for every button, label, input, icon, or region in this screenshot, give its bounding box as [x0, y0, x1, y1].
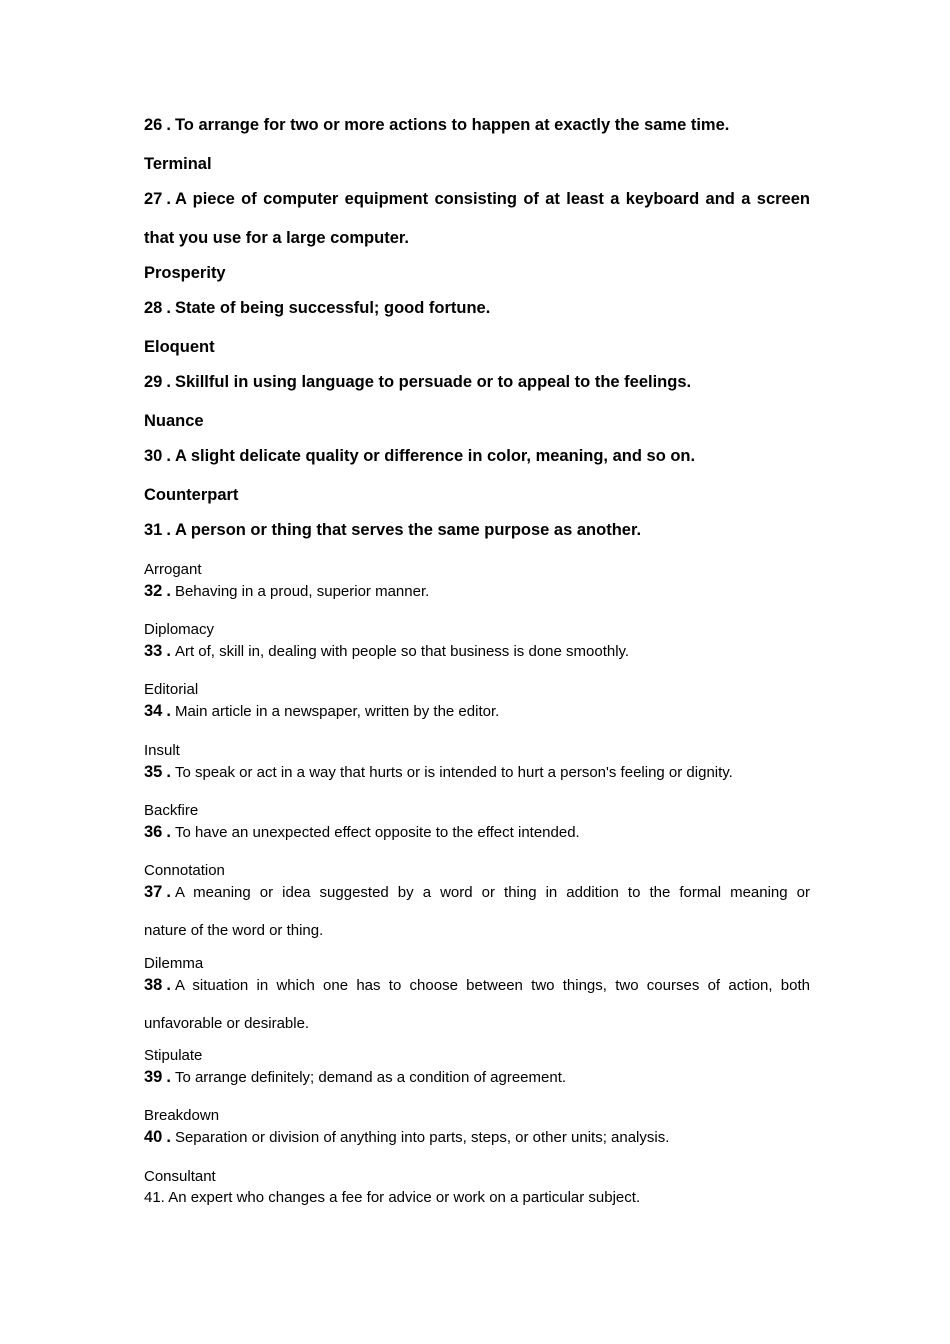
- item-separator: .: [166, 299, 171, 317]
- term-arrogant: Arrogant: [144, 561, 202, 578]
- definition-text: A slight delicate quality or difference in color, meaning, and so on.: [174, 447, 696, 465]
- item-number: 29: [144, 373, 163, 391]
- item-separator: .: [166, 582, 171, 600]
- definition-text: State of being successful; good fortune.: [174, 299, 491, 317]
- item-separator: .: [166, 642, 171, 660]
- item-number: 34: [144, 702, 163, 720]
- term-connotation: Connotation: [144, 862, 225, 879]
- item-number: 39: [144, 1068, 163, 1086]
- item-separator: .: [166, 116, 171, 134]
- definition-text: To have an unexpected effect opposite to the effect intended.: [174, 824, 580, 841]
- definition-39: [144, 1068, 810, 1087]
- definition-text: Main article in a newspaper, written by the editor.: [174, 703, 500, 720]
- definition-38-continuation: unfavorable or desirable.: [144, 1015, 310, 1032]
- item-number: 26: [144, 116, 163, 134]
- item-separator: .: [166, 1128, 171, 1146]
- definition-40: [144, 1128, 810, 1147]
- item-separator: .: [166, 190, 171, 208]
- term-editorial: Editorial: [144, 681, 199, 698]
- definition-41: 41. An expert who changes a fee for advice or work on a particular subject.: [144, 1189, 641, 1206]
- definition-38: [144, 976, 810, 995]
- item-number: 38: [144, 976, 163, 994]
- definition-text: Art of, skill in, dealing with people so that business is done smoothly.: [174, 643, 630, 660]
- item-separator: .: [166, 1068, 171, 1086]
- definition-28: [144, 299, 810, 318]
- term-insult: Insult: [144, 742, 180, 759]
- definition-27: [144, 190, 810, 209]
- term-backfire: Backfire: [144, 802, 199, 819]
- definition-text: Separation or division of anything into parts, steps, or other units; analysis.: [174, 1129, 670, 1146]
- item-separator: .: [166, 763, 171, 781]
- item-number: 28: [144, 299, 163, 317]
- definition-32: [144, 582, 810, 601]
- term-eloquent: Eloquent: [144, 338, 215, 356]
- definition-text: Skillful in using language to persuade or to appeal to the feelings.: [174, 373, 692, 391]
- item-number: 37: [144, 883, 163, 901]
- term-diplomacy: Diplomacy: [144, 621, 215, 638]
- definition-34: [144, 702, 810, 721]
- definition-36: [144, 823, 810, 842]
- item-number: 27: [144, 190, 163, 208]
- definition-29: [144, 373, 810, 392]
- item-separator: .: [166, 373, 171, 391]
- item-number: 30: [144, 447, 163, 465]
- definition-35: [144, 763, 810, 782]
- item-separator: .: [166, 823, 171, 841]
- term-terminal: Terminal: [144, 155, 212, 173]
- definition-27-continuation: that you use for a large computer.: [144, 229, 409, 247]
- item-separator: .: [166, 702, 171, 720]
- term-dilemma: Dilemma: [144, 955, 204, 972]
- term-consultant: Consultant: [144, 1168, 216, 1185]
- definition-37: [144, 883, 810, 902]
- definition-text: Behaving in a proud, superior manner.: [174, 583, 430, 600]
- definition-37-continuation: nature of the word or thing.: [144, 922, 324, 939]
- definition-text: A piece of computer equipment consisting of at least a keyboard and a screen: [174, 190, 810, 208]
- definition-30: [144, 447, 810, 466]
- definition-text: A situation in which one has to choose between two things, two courses of action, both: [174, 977, 810, 994]
- definition-text: To arrange definitely; demand as a condition of agreement.: [174, 1069, 567, 1086]
- item-separator: .: [166, 521, 171, 539]
- item-number: 35: [144, 763, 163, 781]
- item-number: 33: [144, 642, 163, 660]
- term-counterpart: Counterpart: [144, 486, 239, 504]
- definition-31: [144, 521, 810, 540]
- definition-33: [144, 642, 810, 661]
- item-separator: .: [166, 976, 171, 994]
- item-separator: .: [166, 447, 171, 465]
- item-number: 36: [144, 823, 163, 841]
- definition-text: To arrange for two or more actions to happen at exactly the same time.: [174, 116, 730, 134]
- definition-26: [144, 116, 810, 135]
- item-separator: .: [166, 883, 171, 901]
- item-number: 40: [144, 1128, 163, 1146]
- definition-text: A person or thing that serves the same purpose as another.: [174, 521, 642, 539]
- item-number: 31: [144, 521, 163, 539]
- term-breakdown: Breakdown: [144, 1107, 220, 1124]
- term-prosperity: Prosperity: [144, 264, 226, 282]
- definition-text: To speak or act in a way that hurts or is intended to hurt a person's feeling or dignity.: [174, 764, 733, 781]
- term-nuance: Nuance: [144, 412, 204, 430]
- item-number: 32: [144, 582, 163, 600]
- term-stipulate: Stipulate: [144, 1047, 203, 1064]
- definition-text: A meaning or idea suggested by a word or thing in addition to the formal meaning or: [174, 884, 810, 901]
